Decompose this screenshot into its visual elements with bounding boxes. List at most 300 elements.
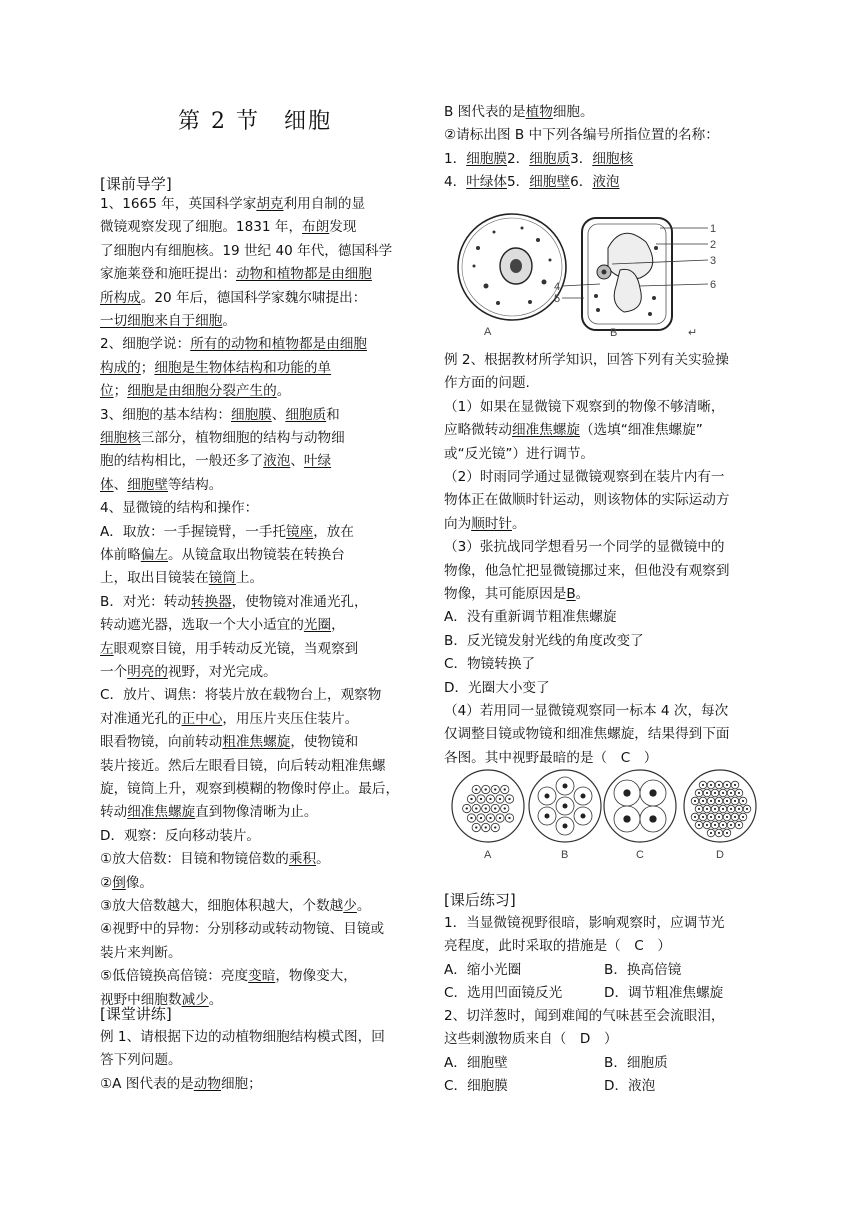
text-line [444,420,703,440]
cell-nucleus [722,792,724,794]
text-line [100,592,368,612]
text-segment: 答下列问题。 [100,1052,182,1069]
text-line [100,522,354,542]
cell-nucleus [466,807,468,809]
cell-nucleus [738,792,740,794]
fill-answer: 胡克 [256,196,284,212]
cell-nucleus [730,824,732,826]
fill-answer: 叶绿体 [466,174,508,191]
text-segment: 物体正在做顺时针运动，则该物体的实际运动方 [444,492,730,509]
text-line [100,194,365,214]
choice-option: A．细胞壁 [444,1055,508,1071]
text-line [444,514,526,534]
cell-nucleus [730,792,732,794]
text-segment: 装片来判断。 [100,944,182,961]
text-line [100,873,153,893]
cell-nucleus [470,798,472,800]
text-line [444,654,535,674]
cell-nucleus [746,808,748,810]
text-segment: 、 [290,453,304,470]
cell-diagram [450,208,750,343]
cell-nucleus [562,823,567,828]
text-segment: 4． [444,174,467,191]
text-line [444,678,550,698]
cell-nucleus [702,816,704,818]
cell-nucleus [475,788,477,790]
cell-nucleus [726,816,728,818]
cell-nucleus [714,792,716,794]
text-segment: 例 2、根据教材所学知识，回答下列有关实验操 [444,352,729,368]
text-segment: 和 [326,406,340,423]
text-segment: 物像，他急忙把显微镜挪过来，但他没有观察到 [444,562,730,579]
text-segment: 上。 [235,570,264,587]
choice-option: C．选用凹面镜反光 [444,985,563,1002]
cell-nucleus [480,817,482,819]
text-segment: 。 [276,383,291,400]
cell-nucleus [698,824,700,826]
fill-answer: 构成的 [100,359,141,376]
cell-nucleus [710,784,712,786]
text-line [100,639,358,659]
text-segment: ② [100,874,113,891]
cell-nucleus [726,800,728,802]
text-line [100,381,290,401]
text-segment: 3、细胞的基本结构： [100,406,231,423]
text-segment: 。从镜盒取出物镜装在转换台 [167,547,345,563]
text-segment: 视野中细胞数 [100,991,182,1008]
text-segment: 5． [507,174,530,191]
text-segment: 1． [444,150,467,167]
text-segment: 微镜观察发现了细胞。1831 年， [100,219,303,236]
fill-answer: 明亮的 [127,664,168,680]
text-segment: 作方面的问题. [444,375,530,392]
after-class-heading: [课后练习] [444,891,516,909]
cell-nucleus [706,808,708,810]
text-segment: 胞的结构相比，一般还多了 [100,453,264,470]
fill-answer: 正中心 [181,710,223,727]
cell-b-number-6: 6 [710,279,717,291]
view-circle [529,770,601,861]
text-segment: ④视野中的异物：分别移动或转动物镜、目镜或 [100,921,385,938]
text-segment: （4）若用同一显微镜观察同一标本 4 次，每次 [444,703,729,719]
text-segment: 发现 [329,219,357,236]
cell-nucleus [702,784,704,786]
text-segment: 亮程度，此时采取的措施是（ C ） [444,938,671,955]
view-label: C [636,849,644,861]
text-segment: 物像，其可能原因是 [444,586,567,602]
text-segment: 、 [113,476,128,493]
text-line [100,732,358,752]
cell-nucleus [734,784,736,786]
text-segment: 对准通光孔的 [100,710,182,727]
text-segment: B 图代表的是 [444,104,526,120]
cell-b-number-1: 1 [710,223,717,235]
cell-nucleus [544,793,549,798]
cell-nucleus [718,800,720,802]
text-segment: 应略微转动 [444,422,512,439]
text-segment: B．对光：转动 [100,593,191,610]
cell-nucleus [726,784,728,786]
text-segment: 。 [356,898,371,914]
text-segment: 。20 年后，德国科学家魏尔啸提出： [140,289,367,306]
return-mark: ↵ [688,327,698,339]
fill-answer: 细胞是生物体结构和功能的单 [154,359,332,376]
text-line [100,428,345,448]
pre-class-heading: [课前导学] [100,175,172,193]
cell-nucleus [702,800,704,802]
text-segment: ③放大倍数越大，细胞体积越大，个数越 [100,898,344,914]
cell-nucleus [580,813,585,818]
cell-nucleus [722,808,724,810]
cell-nucleus [508,817,510,819]
fill-answer: 细准焦螺旋 [127,804,196,821]
fill-answer: 镜筒 [208,570,236,587]
text-line [444,607,616,627]
text-line [100,685,381,705]
cell-nucleus [710,800,712,802]
cell-nucleus [649,789,656,796]
fill-answer: 液泡 [592,174,620,191]
fill-answer: 镜座 [286,523,314,540]
cell-nucleus [694,800,696,802]
cell-nucleus [706,824,708,826]
view-label: B [561,849,569,861]
fill-answer: 布朗 [302,219,330,236]
text-line [444,561,729,581]
text-line [444,1029,618,1049]
text-segment: 3． [570,150,593,167]
text-line [100,217,356,237]
text-line [444,467,725,487]
text-line [100,756,385,776]
cell-nucleus [562,803,567,808]
text-segment: 家施莱登和施旺提出： [100,266,236,283]
text-segment: 眼看物镜，向前转动 [100,734,223,751]
text-segment: ； [140,359,155,376]
cell-nucleus [742,816,744,818]
fill-answer: B [566,586,576,602]
cell-nucleus [718,816,720,818]
cell-nucleus [710,816,712,818]
text-segment: 一个 [100,664,128,680]
text-segment: （3）张抗战同学想看另一个同学的显微镜中的 [444,539,725,556]
fill-answer: 顺时针 [471,515,512,532]
fill-answer: 光圈 [303,617,332,634]
text-segment: 细胞。 [552,104,594,120]
text-segment: 体前略 [100,547,141,563]
microscope-views [450,768,750,860]
cell-nucleus [580,793,585,798]
text-line [100,1050,182,1070]
text-segment: 等结构。 [167,476,223,493]
text-line [444,537,725,557]
cell-nucleus [623,815,630,822]
text-segment: （选填“细准焦螺旋” [579,422,703,439]
text-line [100,779,399,799]
fill-answer: 细胞是由细胞分裂产生的 [127,383,277,400]
text-line [444,350,729,370]
text-line [444,102,594,122]
text-line [100,451,331,471]
text-segment: A．没有重新调节粗准焦螺旋 [444,609,617,626]
text-line [444,584,589,604]
text-line [100,1074,262,1094]
cell-b-number-2: 2 [710,239,717,251]
fill-answer: 所构成 [100,289,141,306]
cell-nucleus [494,826,496,828]
text-segment: 这些刺激物质来自（ D ） [444,1031,618,1048]
cell-nucleus [499,798,501,800]
text-segment: 。 [222,313,236,329]
cell-b-number-4: 4 [554,281,561,293]
fill-answer: 少 [343,898,357,914]
cell-nucleus [734,816,736,818]
view-label: D [716,849,724,861]
text-segment: ，使物镜对准通光孔， [231,593,368,610]
fill-answer: 动物和植物都是由细胞 [235,266,372,283]
text-segment: 或“反光镜”）进行调节。 [444,445,595,462]
text-segment: 向为 [444,515,472,532]
text-segment: 4、显微镜的结构和操作： [100,500,259,517]
text-line [100,358,331,378]
text-segment: ； [113,383,128,400]
cell-a-label: A [484,326,492,338]
cell-nucleus [714,824,716,826]
text-segment: 1、1665 年，英国科学家 [100,196,257,212]
cell-nucleus [742,800,744,802]
text-segment: ，使物镜和 [290,734,359,751]
text-line [100,405,340,425]
text-line [444,701,728,721]
text-line [100,334,367,354]
fill-answer: 细胞质 [529,150,571,167]
fill-answer: 植物 [525,104,553,120]
text-segment: 细胞； [220,1075,262,1092]
text-segment: 了细胞内有细胞核。19 世纪 40 年代，德国科学 [100,242,393,259]
text-segment: （2）时雨同学通过显微镜观察到在装片内有一 [444,469,725,485]
text-line [100,896,370,916]
fill-answer: 乘积 [288,851,317,868]
cell-nucleus [475,807,477,809]
cell-nucleus [710,832,712,834]
fill-answer: 粗准焦螺旋 [222,734,291,751]
choice-option: D．液泡 [604,1078,656,1095]
fill-answer: 细胞核 [100,430,141,446]
view-circle [684,770,756,861]
text-line [100,288,366,308]
text-segment: 2． [507,150,530,167]
text-segment: 装片接近。然后左眼看目镜，向后转动粗准焦螺 [100,757,386,774]
text-segment: 旋，镜筒上升，观察到模糊的物像时停止。最后， [100,781,400,797]
text-line [444,1006,725,1026]
text-line [100,709,358,729]
text-line [100,264,372,284]
text-line [100,1027,385,1047]
choice-option: A．缩小光圈 [444,962,522,978]
text-line [444,149,633,169]
text-segment: C．物镜转换了 [444,656,536,673]
text-segment: （1）如果在显微镜下观察到的物像不够清晰， [444,398,725,415]
cell-nucleus [718,832,720,834]
cell-b-label: B [610,327,618,339]
choice-option: B．换高倍镜 [604,962,682,978]
text-segment: ，物像变大， [275,968,357,985]
choice-option: C．细胞膜 [444,1078,508,1095]
cell-nucleus [714,808,716,810]
text-segment: 各图。其中视野最暗的是（ C ） [444,749,658,766]
text-line [444,748,657,768]
text-segment: 上，取出目镜装在 [100,570,209,587]
text-line [100,826,260,846]
text-segment: ， [331,617,345,634]
text-line [444,631,644,651]
cell-nucleus [508,798,510,800]
text-segment: 2、切洋葱时，闻到难闻的气味甚至会流眼泪， [444,1008,725,1024]
fill-answer: 偏左 [140,547,168,563]
text-line [100,849,330,869]
cell-b-number-5: 5 [554,293,561,305]
text-segment: 例 1、请根据下边的动植物细胞结构模式图，回 [100,1029,385,1045]
cell-nucleus [718,784,720,786]
fill-answer: 细胞壁 [127,476,168,493]
cell-nucleus [485,807,487,809]
cell-nucleus [504,807,506,809]
text-segment: 、 [271,406,286,423]
text-line [444,444,594,464]
cell-nucleus [485,788,487,790]
fill-answer: 左 [100,640,114,657]
text-line [100,545,345,565]
text-line [444,397,725,417]
cell-nucleus [730,808,732,810]
fill-answer: 位 [100,383,114,400]
text-segment: ⑤低倍镜换高倍镜：亮度 [100,968,249,985]
view-label: A [484,849,492,861]
cell-nucleus [489,817,491,819]
text-line [100,615,345,635]
text-line [100,241,392,261]
text-segment: 仅调整目镜或物镜和细准焦螺旋，结果得到下面 [444,726,730,743]
text-segment: ①放大倍数：目镜和物镜倍数的 [100,851,289,868]
text-segment: D．光圈大小变了 [444,679,550,696]
text-line [100,498,258,518]
text-line [444,724,729,744]
text-segment: A．取放：一手握镜臂，一手托 [100,523,287,540]
cell-nucleus [734,800,736,802]
text-segment: ②请标出图 B 中下列各编号所指位置的名称： [444,127,719,144]
fill-answer: 细胞膜 [231,406,272,423]
text-segment: 6． [570,174,593,191]
fill-answer: 细胞膜 [466,150,508,167]
text-segment: D．观察：反向移动装片。 [100,827,260,844]
cell-nucleus [722,824,724,826]
text-line [100,966,357,986]
plant-cell-b [554,218,716,339]
fill-answer: 细胞壁 [529,174,571,191]
fill-answer: 叶绿 [303,453,332,470]
text-segment: ，放在 [313,523,354,540]
text-line [444,936,671,956]
cell-nucleus [494,788,496,790]
text-line [100,943,182,963]
cell-nucleus [470,817,472,819]
view-boundary [604,770,676,842]
view-circle [452,770,524,861]
fill-answer: 一切细胞来自于细胞 [100,313,223,329]
text-line [100,919,384,939]
text-segment: 。 [208,991,223,1008]
view-circle [604,770,676,861]
cell-nucleus [738,824,740,826]
cell-nucleus [726,832,728,834]
text-line [100,475,222,495]
text-line [444,125,719,145]
cell-nucleus [544,813,549,818]
cell-nucleus [694,816,696,818]
cell-nucleus [649,815,656,822]
text-line [100,568,263,588]
cell-nucleus [480,798,482,800]
fill-answer: 动物 [193,1075,221,1092]
cell-nucleus [489,798,491,800]
text-line [100,662,277,682]
text-segment: ，用压片夹压住装片。 [222,710,359,727]
choice-option: B．细胞质 [604,1055,668,1071]
text-line [444,913,725,933]
fill-answer: 转换器 [190,593,232,610]
fill-answer: 减少 [181,991,209,1008]
text-segment: B．反光镜发射光线的角度改变了 [444,632,644,649]
fill-answer: 细准焦螺旋 [511,422,580,439]
text-segment: 直到物像清晰为止。 [195,804,318,821]
text-line [100,802,318,822]
fill-answer: 细胞核 [592,150,634,167]
cell-b-number-3: 3 [710,255,717,267]
cell-nucleus [485,826,487,828]
fill-answer: 倒 [112,874,126,891]
fill-answer: 细胞质 [285,406,327,423]
in-class-heading: [课堂讲练] [100,1005,172,1023]
text-segment: 转动遮光器，选取一个大小适宜的 [100,617,304,634]
text-segment: ①A 图代表的是 [100,1075,194,1092]
text-segment: 利用自制的显 [283,196,366,212]
animal-cell-a [458,214,566,338]
cell-nucleus [562,783,567,788]
cell-nucleus [738,808,740,810]
cell-nucleus [698,808,700,810]
text-segment: 转动 [100,804,128,821]
text-segment: 。 [511,515,526,532]
cell-nucleus [698,792,700,794]
choice-option: D．调节粗准焦螺旋 [604,985,724,1002]
fill-answer: 所有的动物和植物都是由细胞 [190,336,367,353]
text-segment: 眼观察目镜，用手转动反光镜，当观察到 [113,640,359,657]
text-segment: 视野，对光完成。 [167,664,277,680]
cell-nucleus [494,807,496,809]
text-segment: 像。 [125,874,153,891]
cell-nucleus [499,817,501,819]
text-segment: 1．当显微镜视野很暗，影响观察时，应调节光 [444,915,725,931]
text-segment: 。 [316,851,330,868]
text-segment: 2、细胞学说： [100,336,191,353]
fill-answer: 体 [100,476,114,493]
fill-answer: 液泡 [263,453,291,470]
text-line [100,311,236,331]
cell-nucleus [623,789,630,796]
text-segment: 。 [575,586,590,602]
cell-nucleus [475,826,477,828]
cell-nucleus [706,792,708,794]
